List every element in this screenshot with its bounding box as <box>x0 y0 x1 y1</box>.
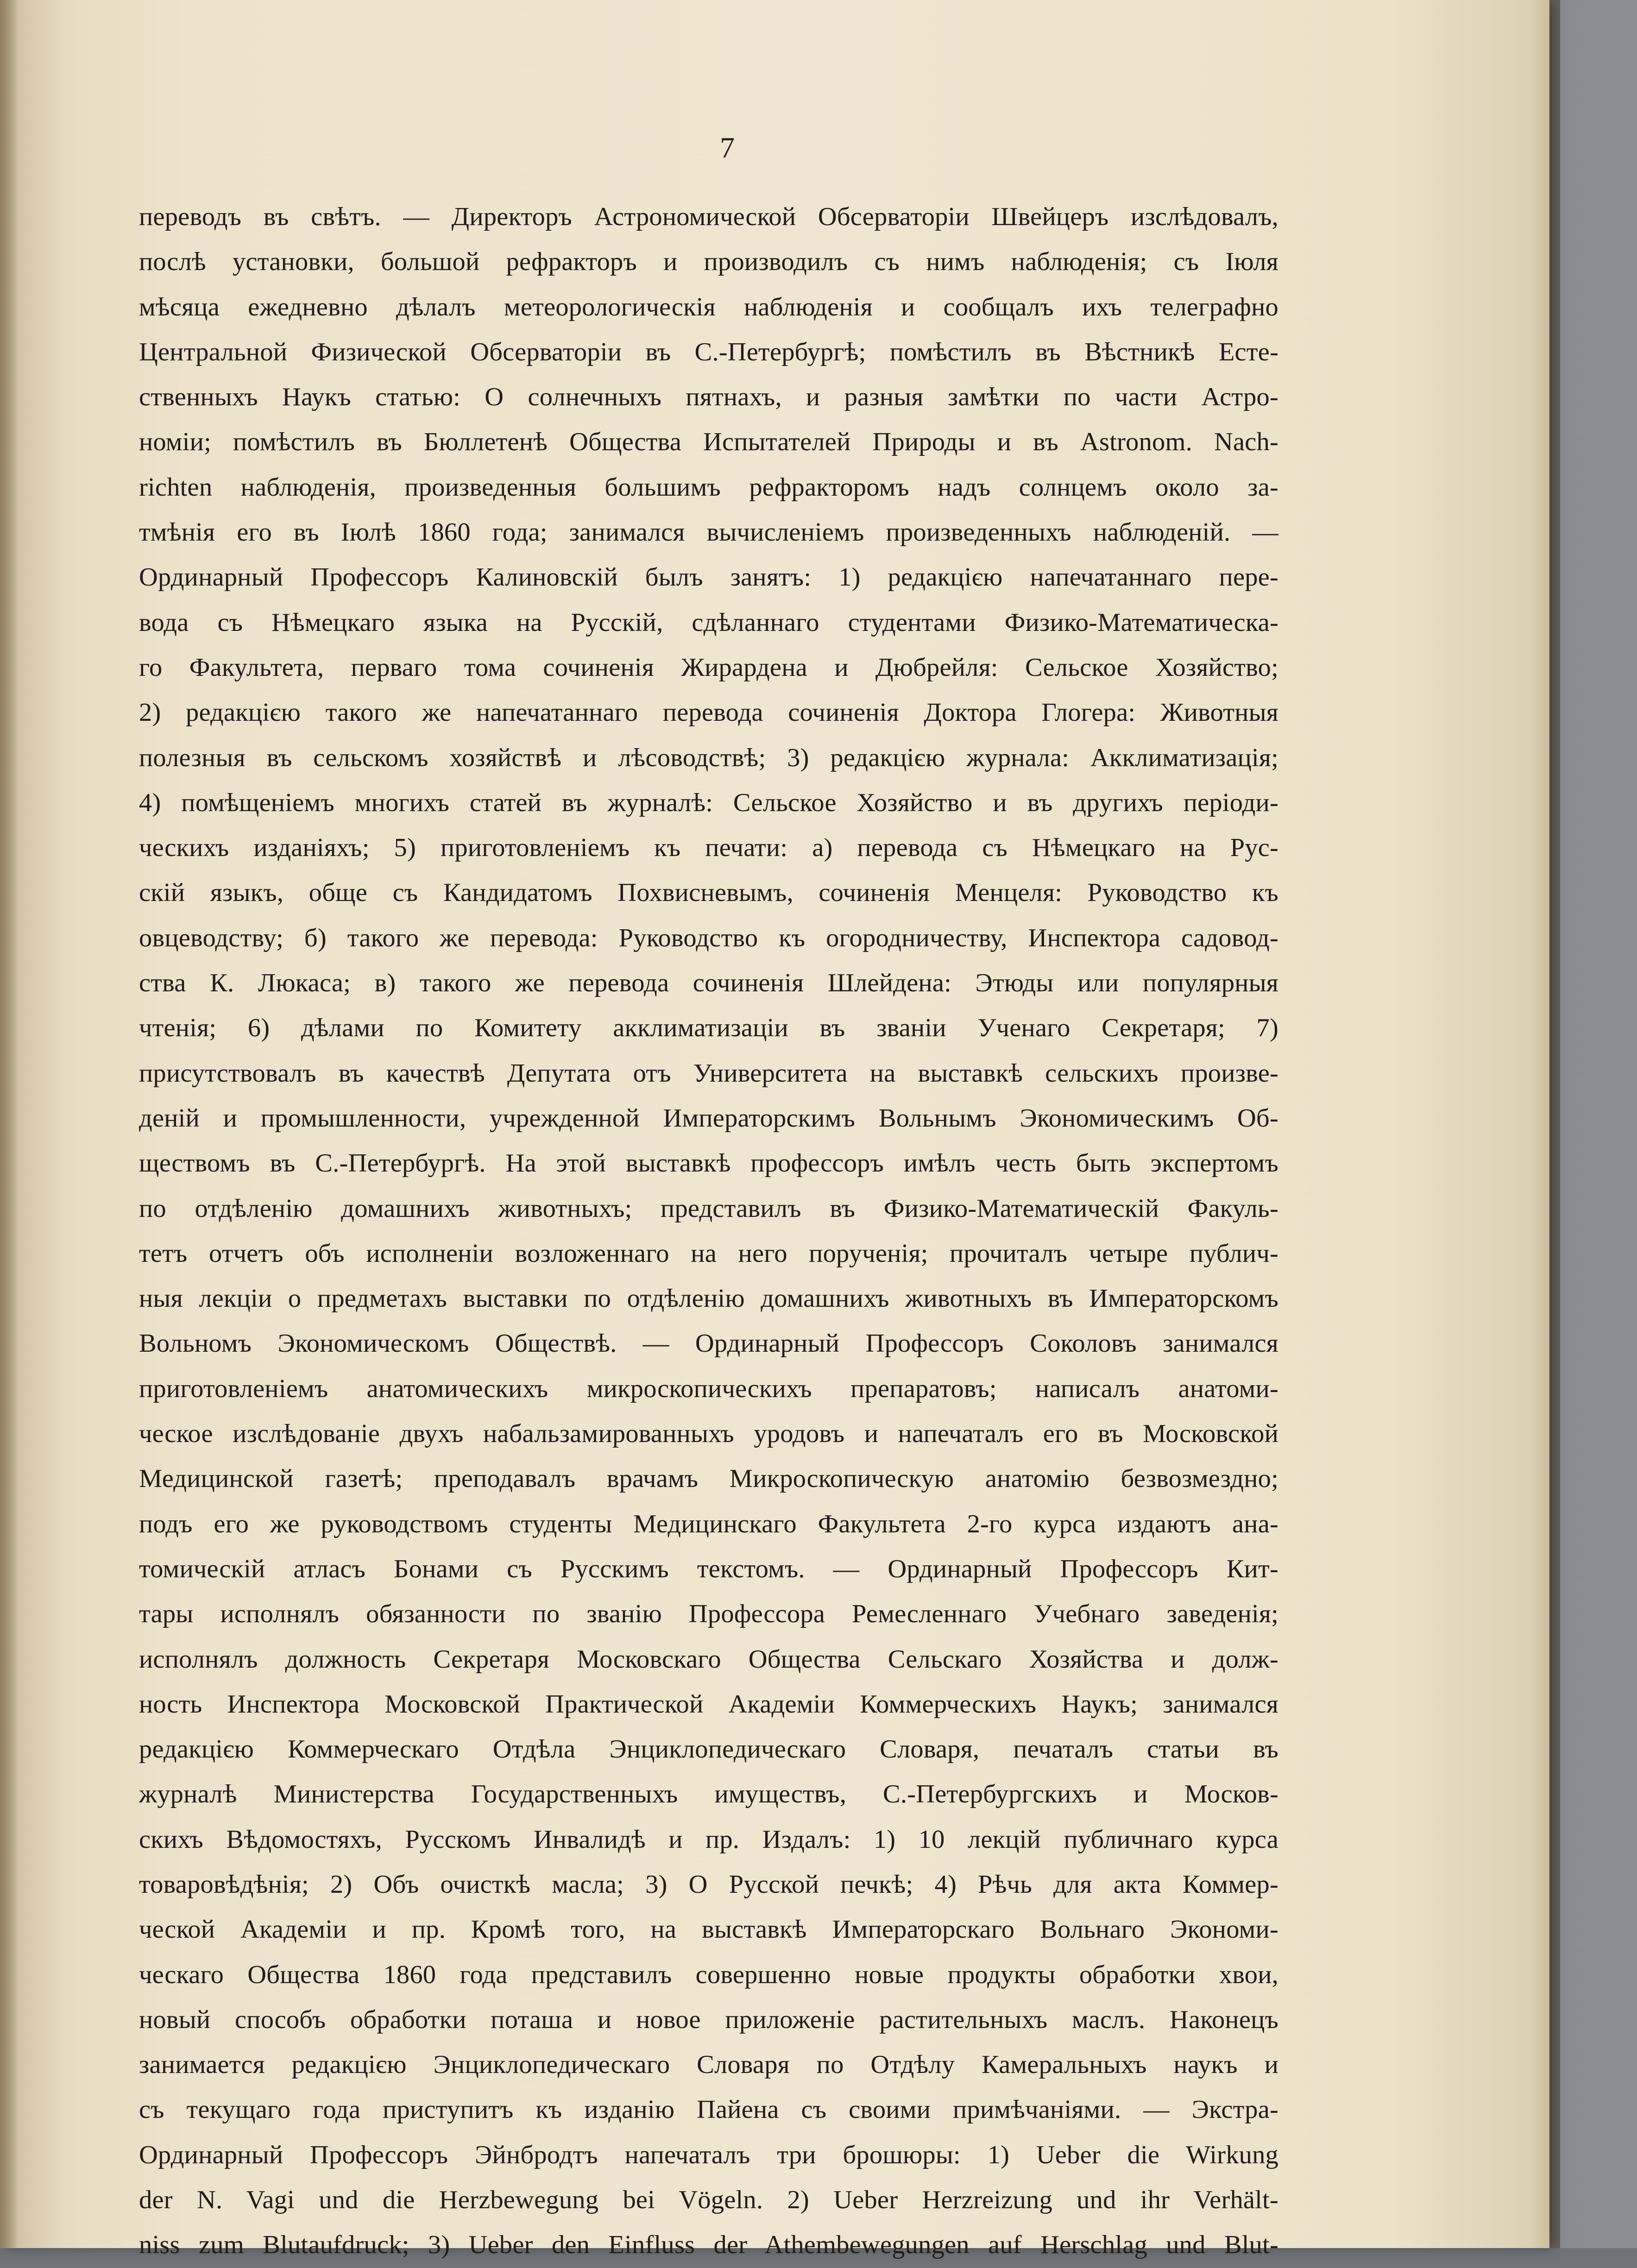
text-line: товаровѣдѣнія; 2) Объ очисткѣ масла; 3) О Русской печкѣ; 4) Рѣчь для акта Коммер- <box>139 1870 1278 1899</box>
text-line: скій языкъ, обще съ Кандидатомъ Похвисневымъ, сочиненія Менцеля: Руководство къ <box>139 878 1278 907</box>
text-line: редакцією Коммерческаго Отдѣла Энциклопедическаго Словаря, печаталъ статьи въ <box>139 1735 1278 1764</box>
text-line: исполнялъ должность Секретаря Московскаго Общества Сельскаго Хозяйства и долж- <box>139 1644 1278 1674</box>
text-line: Медицинской газетѣ; преподавалъ врачамъ Микроскопическую анатомію безвозмездно; <box>139 1464 1278 1493</box>
page-gutter <box>0 0 19 2248</box>
text-line: тмѣнія его въ Іюлѣ 1860 года; занимался вычисленіемъ произведенныхъ наблюденій. — <box>139 518 1278 547</box>
text-line: ческаго Общества 1860 года представилъ совершенно новые продукты обработки хвои, <box>139 1960 1278 1989</box>
text-line: der N. Vagi und die Herzbewegung bei Vögeln. 2) Ueber Herzreizung und ihr Verhält- <box>139 2186 1278 2215</box>
text-line: занимается редакцією Энциклопедическаго Словаря по Отдѣлу Камеральныхъ наукъ и <box>139 2050 1278 2079</box>
text-line: журналѣ Министерства Государственныхъ имуществъ, С.-Петербургскихъ и Москов- <box>139 1780 1278 1809</box>
text-line: niss zum Blutaufdruck; 3) Ueber den Einfluss der Athembewegungen auf Herschlag und Blut- <box>139 2230 1278 2260</box>
text-line: 2) редакцією такого же напечатаннаго перевода сочиненія Доктора Глогера: Животныя <box>139 698 1278 727</box>
text-line: скихъ Вѣдомостяхъ, Русскомъ Инвалидѣ и пр. Издалъ: 1) 10 лекцій публичнаго курса <box>139 1825 1278 1854</box>
text-line: вода съ Нѣмецкаго языка на Русскій, сдѣланнаго студентами Физико-Математическа- <box>139 608 1278 637</box>
text-line: го Факультета, перваго тома сочиненія Жирардена и Дюбрейля: Сельское Хозяйство; <box>139 653 1278 682</box>
text-line: полезныя въ сельскомъ хозяйствѣ и лѣсоводствѣ; 3) редакцією журнала: Акклиматизація; <box>139 743 1278 772</box>
text-line: томическій атласъ Бонами съ Русскимъ текстомъ. — Ординарный Профессоръ Кит- <box>139 1554 1278 1583</box>
text-line: Ординарный Профессоръ Калиновскій былъ занятъ: 1) редакцією напечатаннаго пере- <box>139 563 1278 592</box>
text-line: Ординарный Профессоръ Эйнбродтъ напечаталъ три брошюры: 1) Ueber die Wirkung <box>139 2140 1278 2169</box>
text-line: ческой Академіи и пр. Кромѣ того, на выставкѣ Императорскаго Вольнаго Экономи- <box>139 1915 1278 1944</box>
text-line: тары исполнялъ обязанности по званію Профессора Ремесленнаго Учебнаго заведенія; <box>139 1600 1278 1629</box>
text-line: Центральной Физической Обсерваторіи въ С.-Петербургѣ; помѣстилъ въ Вѣстникѣ Есте- <box>139 337 1278 366</box>
text-line: присутствовалъ въ качествѣ Депутата отъ Университета на выставкѣ сельскихъ произве- <box>139 1058 1278 1088</box>
text-line: подъ его же руководствомъ студенты Медицинскаго Факультета 2-го курса издаютъ ана- <box>139 1509 1278 1538</box>
text-line: тетъ отчетъ объ исполненіи возложеннаго на него порученія; прочиталъ четыре публич- <box>139 1239 1278 1268</box>
text-line: приготовленіемъ анатомическихъ микроскопическихъ препаратовъ; написалъ анатоми- <box>139 1374 1278 1403</box>
page-number: 7 <box>720 131 735 164</box>
text-line: деній и промышленности, учрежденной Императорскимъ Вольнымъ Экономическимъ Об- <box>139 1103 1278 1133</box>
text-line: ныя лекціи о предметахъ выставки по отдѣленію домашнихъ животныхъ въ Императорскомъ <box>139 1284 1278 1313</box>
text-line: чтенія; 6) дѣлами по Комитету акклиматизаціи въ званіи Ученаго Секретаря; 7) <box>139 1014 1278 1043</box>
text-line: ческое изслѣдованіе двухъ набальзамированныхъ уродовъ и напечаталъ его въ Московской <box>139 1419 1278 1449</box>
text-line: ства К. Люкаса; в) такого же перевода сочиненія Шлейдена: Этюды или популярныя <box>139 969 1278 998</box>
text-line: номіи; помѣстилъ въ Бюллетенѣ Общества Испытателей Природы и въ Astronom. Nach- <box>139 428 1278 457</box>
body-text <box>139 195 1278 2268</box>
text-line: съ текущаго года приступитъ къ изданію Пайена съ своими примѣчаніями. — Экстра- <box>139 2095 1278 2124</box>
text-line: мѣсяца ежедневно дѣлалъ метеорологическія наблюденія и сообщалъ ихъ телеграфно <box>139 292 1278 321</box>
text-line: Вольномъ Экономическомъ Обществѣ. — Ординарный Профессоръ Соколовъ занимался <box>139 1329 1278 1358</box>
text-line: richten наблюденія, произведенныя большимъ рефракторомъ надъ солнцемъ около за- <box>139 472 1278 502</box>
text-line: послѣ установки, большой рефракторъ и производилъ съ нимъ наблюденія; съ Іюля <box>139 247 1278 277</box>
text-line: ществомъ въ С.-Петербургѣ. На этой выставкѣ профессоръ имѣлъ честь быть экспертомъ <box>139 1149 1278 1178</box>
text-line: переводъ въ свѣтъ. — Директоръ Астрономической Обсерваторіи Швейцеръ изслѣдовалъ, <box>139 202 1278 231</box>
text-line: новый способъ обработки поташа и новое приложеніе растительныхъ маслъ. Наконецъ <box>139 2005 1278 2034</box>
text-line: ность Инспектора Московской Практической Академіи Коммерческихъ Наукъ; занимался <box>139 1689 1278 1719</box>
text-line: ственныхъ Наукъ статью: О солнечныхъ пятнахъ, и разныя замѣтки по части Астро- <box>139 383 1278 412</box>
text-line: 4) помѣщеніемъ многихъ статей въ журналѣ: Сельское Хозяйство и въ другихъ періоди- <box>139 788 1278 817</box>
text-line: овцеводству; б) такого же перевода: Руководство къ огородничеству, Инспектора садовод- <box>139 923 1278 952</box>
text-line: ческихъ изданіяхъ; 5) приготовленіемъ къ печати: а) перевода съ Нѣмецкаго на Рус- <box>139 833 1278 863</box>
text-line: по отдѣленію домашнихъ животныхъ; представилъ въ Физико-Математическій Факуль- <box>139 1194 1278 1223</box>
